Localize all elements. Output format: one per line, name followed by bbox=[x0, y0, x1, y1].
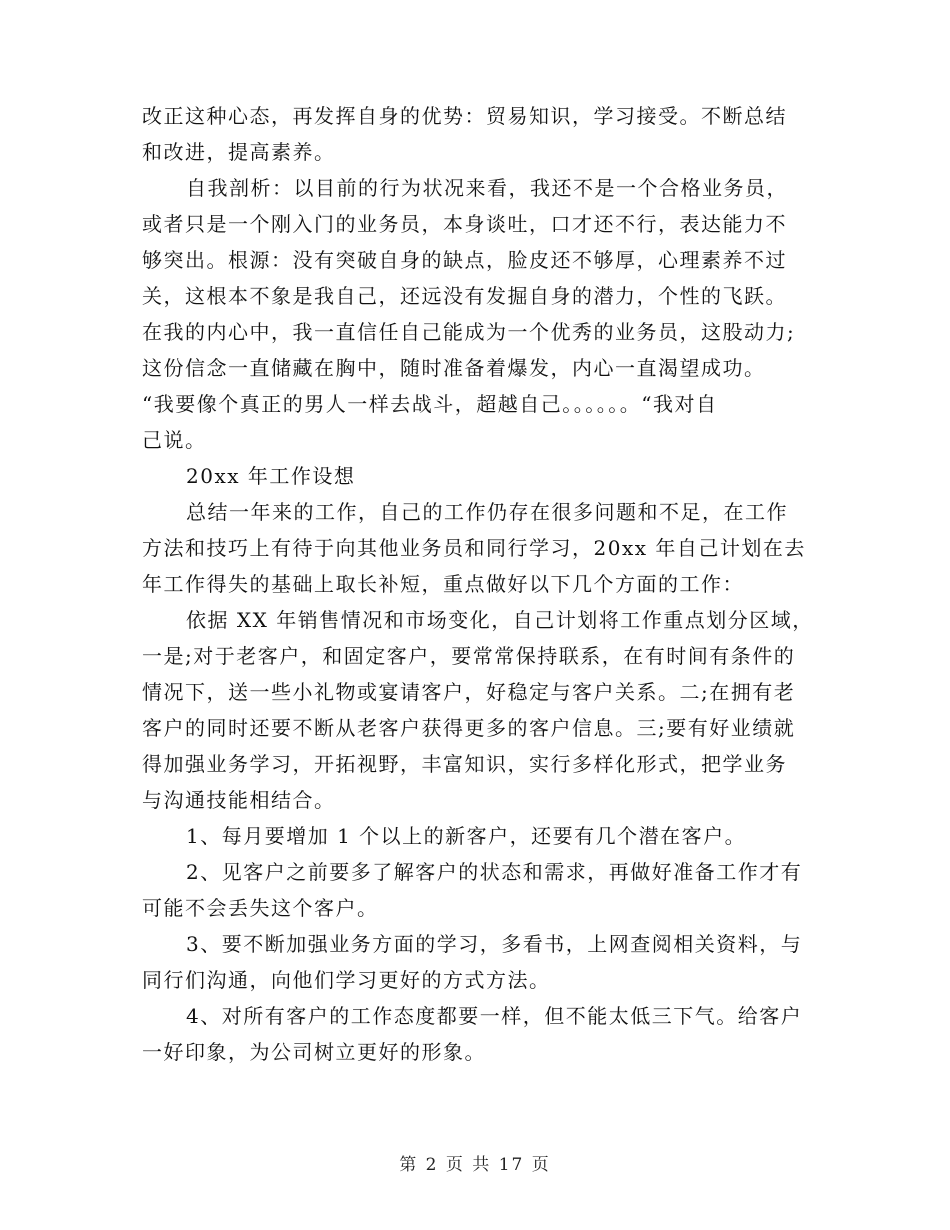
text-line: 同行们沟通，向他们学习更好的方式方法。 bbox=[142, 968, 551, 992]
text-line: 年工作得失的基础上取长补短，重点做好以下几个方面的工作： bbox=[142, 572, 744, 596]
text-line: 依据 XX 年销售情况和市场变化，自己计划将工作重点划分区域， bbox=[186, 608, 814, 632]
text-line: 得加强业务学习，开拓视野，丰富知识，实行多样化形式，把学业务 bbox=[142, 752, 787, 776]
text-line: 改正这种心态，再发挥自身的优势：贸易知识，学习接受。不断总结 bbox=[142, 104, 787, 128]
text-line: 一好印象，为公司树立更好的形象。 bbox=[142, 1040, 486, 1064]
section-heading: 20xx 年工作设想 bbox=[186, 464, 356, 488]
text-line: 可能不会丢失这个客户。 bbox=[142, 896, 379, 920]
document-body bbox=[142, 98, 814, 1070]
text-line: 自我剖析：以目前的行为状况来看，我还不是一个合格业务员， bbox=[186, 176, 788, 200]
text-line: 够突出。根源：没有突破自身的缺点，脸皮还不够厚，心理素养不过 bbox=[142, 248, 787, 272]
text-line: 关，这根本不象是我自己，还远没有发掘自身的潜力，个性的飞跃。 bbox=[142, 284, 787, 308]
text-line: “我要像个真正的男人一样去战斗，超越自己。。。。。。“我对自 bbox=[142, 392, 718, 416]
text-line: 方法和技巧上有待于向其他业务员和同行学习，20xx 年自己计划在去 bbox=[142, 536, 806, 560]
text-line: 情况下，送一些小礼物或宴请客户，好稳定与客户关系。二;在拥有老 bbox=[142, 680, 796, 704]
text-line: 这份信念一直储藏在胸中，随时准备着爆发，内心一直渴望成功。 bbox=[142, 356, 766, 380]
text-line: 在我的内心中，我一直信任自己能成为一个优秀的业务员，这股动力; bbox=[142, 320, 796, 344]
text-line: 或者只是一个刚入门的业务员，本身谈吐，口才还不行，表达能力不 bbox=[142, 212, 787, 236]
text-line: 己说。 bbox=[142, 428, 207, 452]
text-line: 总结一年来的工作，自己的工作仍存在很多问题和不足，在工作 bbox=[186, 500, 788, 524]
text-line: 一是;对于老客户，和固定客户，要常常保持联系，在有时间有条件的 bbox=[142, 644, 796, 668]
text-line: 与沟通技能相结合。 bbox=[142, 788, 336, 812]
list-item: 3、要不断加强业务方面的学习，多看书，上网查阅相关资料，与 bbox=[186, 932, 803, 956]
list-item: 2、见客户之前要多了解客户的状态和需求，再做好准备工作才有 bbox=[186, 860, 803, 884]
text-line: 和改进，提高素养。 bbox=[142, 140, 336, 164]
list-item: 1、每月要增加 1 个以上的新客户，还要有几个潜在客户。 bbox=[186, 824, 747, 848]
text-line: 客户的同时还要不断从老客户获得更多的客户信息。三;要有好业绩就 bbox=[142, 716, 796, 740]
list-item: 4、对所有客户的工作态度都要一样，但不能太低三下气。给客户 bbox=[186, 1004, 803, 1028]
page-number-footer: 第 2 页 共 17 页 bbox=[399, 1155, 551, 1175]
